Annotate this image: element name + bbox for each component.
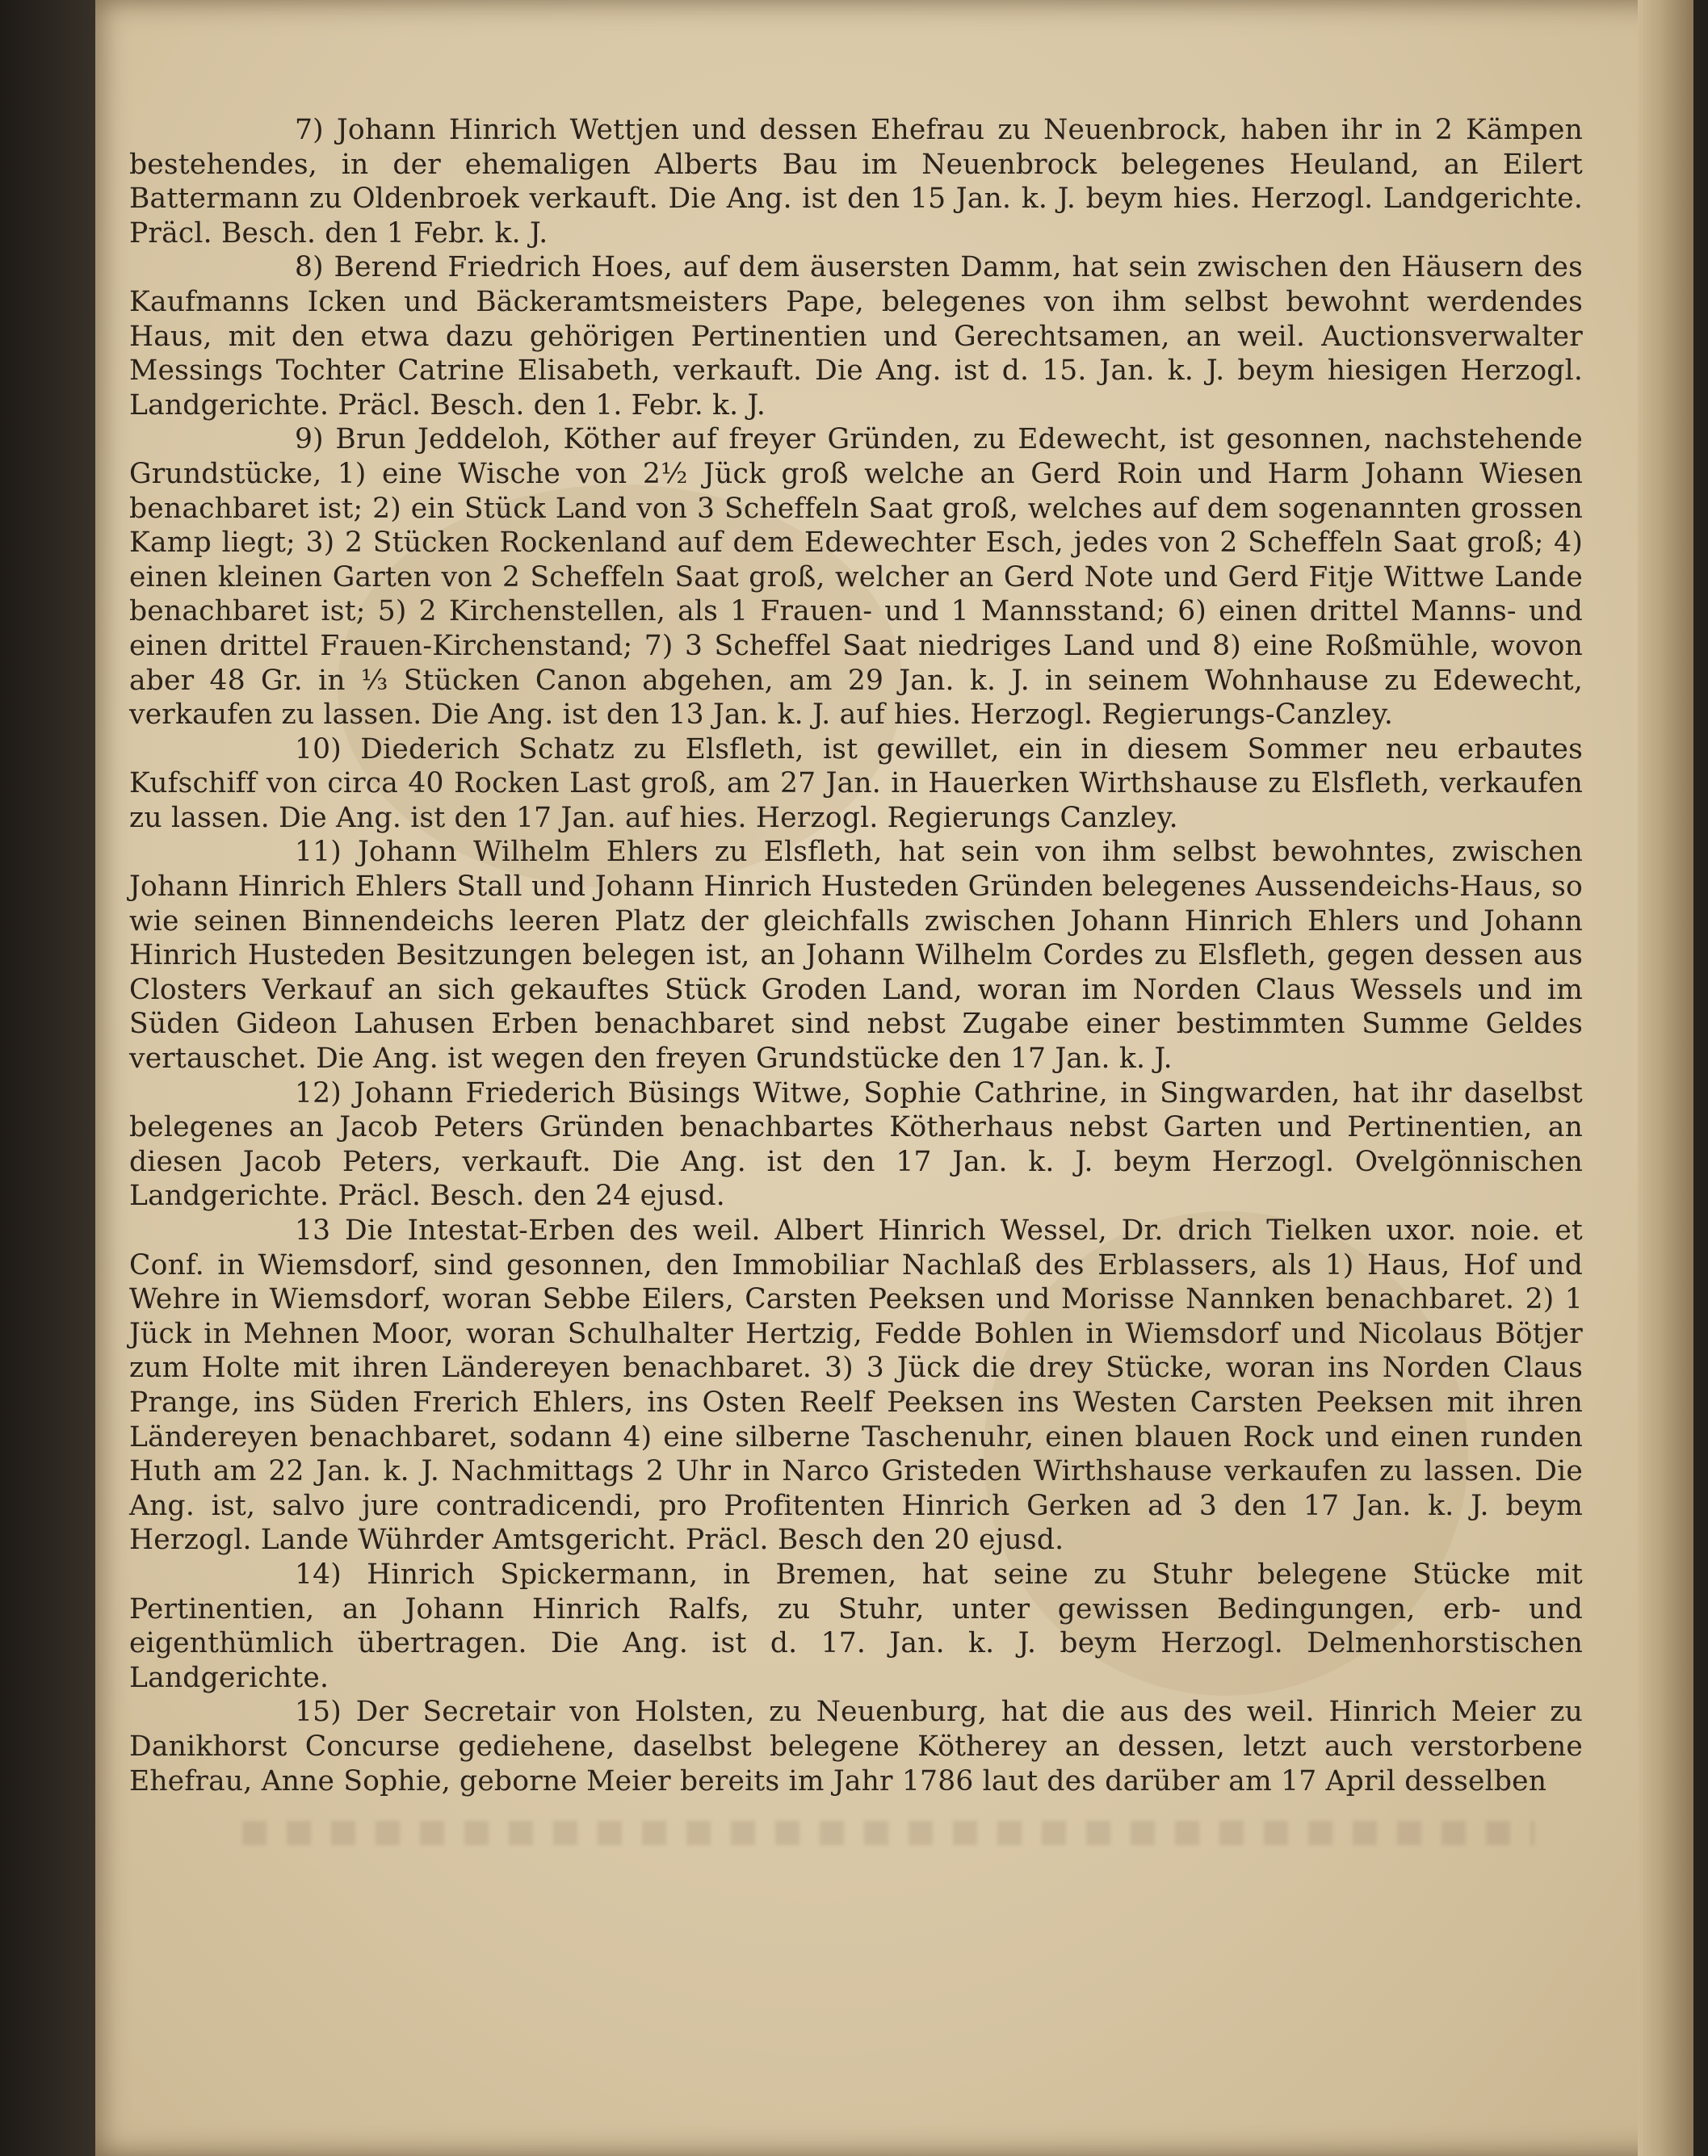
page-edge-stack <box>1638 0 1694 2156</box>
paragraph-8: 8) Berend Friedrich Hoes, auf dem äusersten Damm, hat sein zwischen den Häusern des Kaufmanns Icken und Bäckeramtsmeisters Pape, belegenes von ihm selbst bewohnt werdendes Haus, mit den etwa dazu gehörigen Pertinentien und Gerechtsamen, an weil. Auctionsverwalter Messings Tochter Catrine Elisabeth, verkauft. Die Ang. ist d. 15. Jan. k. J. beym hiesigen Herzogl. Landgerichte. Präcl. Besch. den 1. Febr. k. J. <box>129 251 1583 422</box>
book-spine-shadow <box>0 0 105 2156</box>
paragraph-13: 13 Die Intestat-Erben des weil. Albert Hinrich Wessel, Dr. drich Tielken uxor. noie. et Conf. in Wiemsdorf, sind gesonnen, den Immobiliar Nachlaß des Erblassers, als 1) Haus, Hof und Wehre in Wiemsdorf, woran Sebbe Eilers, Carsten Peeksen und Morisse Nannken benachbaret. 2) 1 Jück in Mehnen Moor, woran Schulhalter Hertzig, Fedde Bohlen in Wiemsdorf und Nicolaus Bötjer zum Holte mit ihren Ländereyen benachbaret. 3) 3 Jück die drey Stücke, woran ins Norden Claus Prange, ins Süden Frerich Ehlers, ins Osten Reelf Peeksen ins Westen Carsten Peeksen mit ihren Ländereyen benachbaret, sodann 4) eine silberne Taschenuhr, einen blauen Rock und einen runden Huth am 22 Jan. k. J. Nachmittags 2 Uhr in Narco Gristeden Wirthshause verkaufen zu lassen. Die Ang. ist, salvo jure contradicendi, pro Profitenten Hinrich Gerken ad 3 den 17 Jan. k. J. beym Herzogl. Lande Wührder Amtsgericht. Präcl. Besch den 20 ejusd. <box>129 1214 1583 1557</box>
paragraph-11: 11) Johann Wilhelm Ehlers zu Elsfleth, hat sein von ihm selbst bewohntes, zwischen Johann Hinrich Ehlers Stall und Johann Hinrich Husteden Gründen belegenes Aussendeichs-Haus, so wie seinen Binnendeichs leeren Platz der gleichfalls zwischen Johann Hinrich Ehlers und Johann Hinrich Husteden Besitzungen belegen ist, an Johann Wilhelm Cordes zu Elsfleth, gegen dessen aus Closters Verkauf an sich gekauftes Stück Groden Land, woran im Norden Claus Wessels und im Süden Gideon Lahusen Erben benachbaret sind nebst Zugabe einer bestimmten Summe Geldes vertauschet. Die Ang. ist wegen den freyen Grundstücke den 17 Jan. k. J. <box>129 836 1583 1076</box>
paragraph-15: 15) Der Secretair von Holsten, zu Neuenburg, hat die aus des weil. Hinrich Meier zu Danikhorst Concurse gediehene, daselbst belegene Kötherey an dessen, letzt auch verstorbene Ehefrau, Anne Sophie, geborne Meier bereits im Jahr 1786 laut des darüber am 17 April desselben <box>129 1696 1583 1797</box>
paragraph-14: 14) Hinrich Spickermann, in Bremen, hat seine zu Stuhr belegene Stücke mit Pertinentien, an Johann Hinrich Ralfs, zu Stuhr, unter gewissen Bedingungen, erb- und eigenthümlich übertragen. Die Ang. ist d. 17. Jan. k. J. beym Herzogl. Delmenhorstischen Landgerichte. <box>129 1558 1583 1694</box>
paragraph-7: 7) Johann Hinrich Wettjen und dessen Ehefrau zu Neuenbrock, haben ihr in 2 Kämpen bestehendes, in der ehemaligen Alberts Bau im Neuenbrock belegenes Heuland, an Eilert Battermann zu Oldenbroek verkauft. Die Ang. ist den 15 Jan. k. J. beym hies. Herzogl. Landgerichte. Präcl. Besch. den 1 Febr. k. J. <box>129 114 1583 250</box>
book-edge-shadow <box>1693 0 1708 2156</box>
document-text <box>129 113 1583 1798</box>
paragraph-9: 9) Brun Jeddeloh, Köther auf freyer Gründen, zu Edewecht, ist gesonnen, nachstehende Grundstücke, 1) eine Wische von 2½ Jück groß welche an Gerd Roin und Harm Johann Wiesen benachbaret ist; 2) ein Stück Land von 3 Scheffeln Saat groß, welches auf dem sogenannten grossen Kamp liegt; 3) 2 Stücken Rockenland auf dem Edewechter Esch, jedes von 2 Scheffeln Saat groß; 4) einen kleinen Garten von 2 Scheffeln Saat groß, welcher an Gerd Note und Gerd Fitje Wittwe Lande benachbaret ist; 5) 2 Kirchenstellen, als 1 Frauen- und 1 Mannsstand; 6) einen drittel Manns- und einen drittel Frauen-Kirchenstand; 7) 3 Scheffel Saat niedriges Land und 8) eine Roßmühle, wovon aber 48 Gr. in ⅓ Stücken Canon abgehen, am 29 Jan. k. J. in seinem Wohnhause zu Edewecht, verkaufen zu lassen. Die Ang. ist den 13 Jan. k. J. auf hies. Herzogl. Regierungs-Canzley. <box>129 423 1583 732</box>
paragraph-10: 10) Diederich Schatz zu Elsfleth, ist gewillet, ein in diesem Sommer neu erbautes Kufschiff von circa 40 Rocken Last groß, am 27 Jan. in Hauerken Wirthshause zu Elsfleth, verkaufen zu lassen. Die Ang. ist den 17 Jan. auf hies. Herzogl. Regierungs Canzley. <box>129 732 1583 834</box>
paragraph-12: 12) Johann Friederich Büsings Witwe, Sophie Cathrine, in Singwarden, hat ihr daselbst belegenes an Jacob Peters Gründen benachbartes Kötherhaus nebst Garten und Pertinentien, an diesen Jacob Peters, verkauft. Die Ang. ist den 17 Jan. k. J. beym Herzogl. Ovelgönnischen Landgerichte. Präcl. Besch. den 24 ejusd. <box>129 1076 1583 1213</box>
show-through-text <box>242 1821 1534 1845</box>
